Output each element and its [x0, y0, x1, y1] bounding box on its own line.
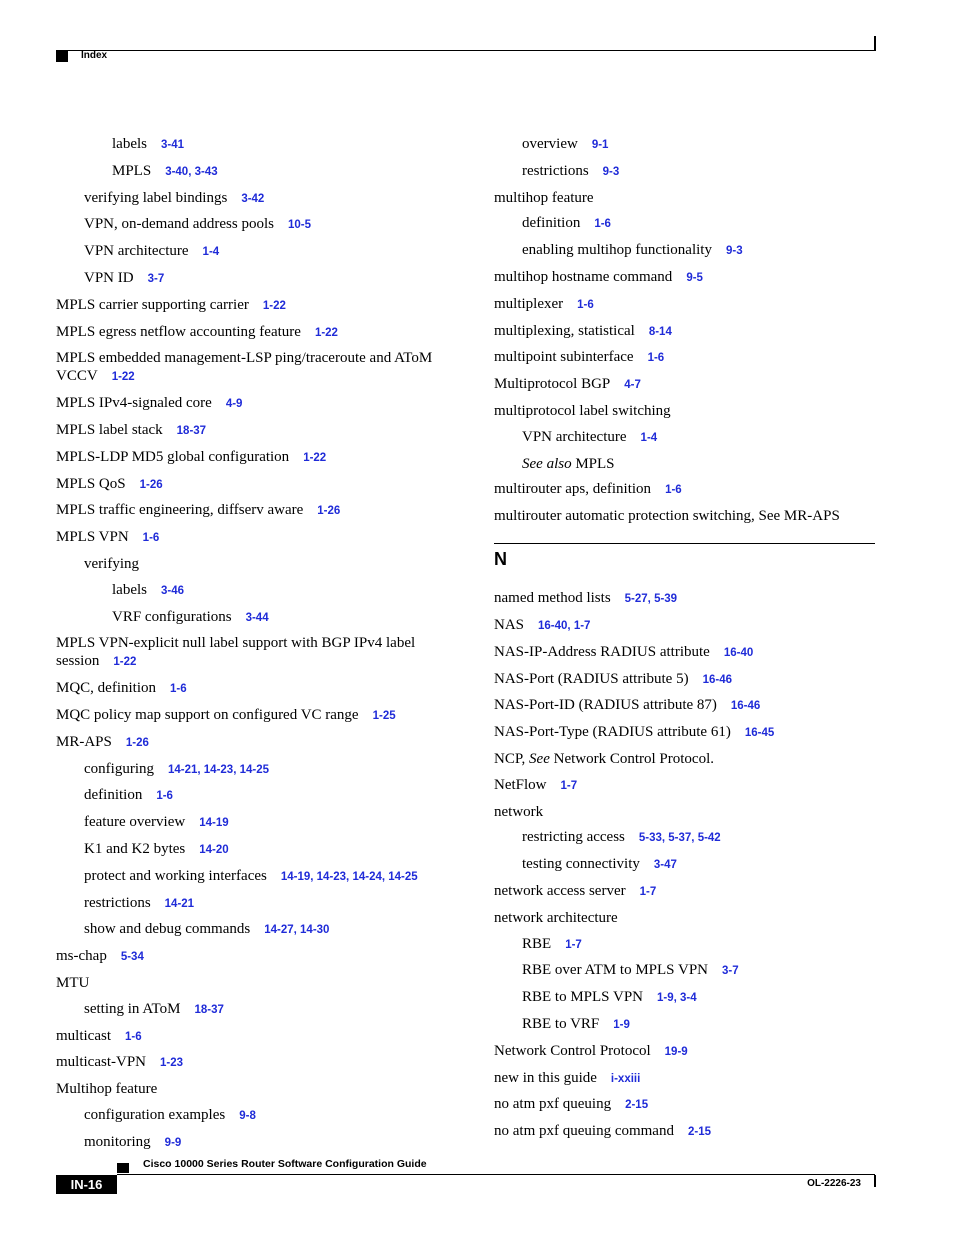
index-entry: [56, 679, 456, 698]
entry-page-link[interactable]: 18-37: [176, 424, 207, 437]
index-entry: [56, 242, 456, 261]
index-entry: [494, 589, 879, 608]
entry-page-link[interactable]: 1-22: [262, 299, 286, 312]
entry-term: Network Control Protocol: [494, 1042, 651, 1059]
header-section-label: Index: [81, 50, 108, 61]
entry-page-link[interactable]: 18-37: [194, 1003, 224, 1016]
entry-term: configuration examples: [84, 1106, 226, 1123]
index-entry: [56, 135, 456, 154]
entry-page-link[interactable]: 2-15: [687, 1126, 711, 1139]
entry-page-link[interactable]: 16-40: [723, 646, 754, 659]
index-entry: [56, 448, 456, 467]
index-entry: [494, 455, 879, 473]
index-entry: [494, 696, 879, 715]
entry-term: NAS: [494, 616, 525, 633]
entry-page-link[interactable]: 1-6: [577, 298, 594, 311]
index-entry: [494, 988, 879, 1007]
entry-term: show and debug commands: [84, 921, 251, 938]
entry-page-link[interactable]: 1-26: [139, 478, 163, 491]
entry-term: Multiprotocol BGP: [494, 376, 611, 393]
entry-page-link[interactable]: 1-7: [639, 885, 657, 898]
entry-term: MPLS-LDP MD5 global configuration: [56, 448, 290, 465]
entry-term: RBE over ATM to MPLS VPN: [522, 962, 709, 979]
entry-page-link[interactable]: 1-6: [647, 352, 665, 365]
entry-term: MPLS VPN: [56, 529, 129, 546]
entry-term: named method lists: [494, 590, 611, 607]
footer-page-number: IN-16: [56, 1175, 117, 1194]
index-entry: [56, 974, 456, 992]
index-entry: [56, 920, 456, 939]
entry-term: setting in AToM: [84, 1000, 181, 1017]
section-n-heading: N: [494, 549, 507, 570]
entry-page-link[interactable]: 16-46: [702, 673, 732, 686]
index-entry: [56, 394, 456, 413]
index-entry: [494, 776, 879, 795]
section-n-rule: [494, 543, 875, 544]
entry-page-link[interactable]: 3-42: [241, 192, 265, 205]
index-entry: [494, 935, 879, 954]
entry-page-link[interactable]: 3-44: [245, 611, 269, 624]
entry-see-reference: See: [529, 750, 550, 767]
index-entry: [494, 402, 879, 420]
entry-term: feature overview: [84, 814, 186, 831]
index-entry: [56, 581, 456, 600]
index-right-column: [494, 135, 879, 1149]
entry-term: network: [494, 803, 544, 820]
entry-term: MTU: [56, 974, 90, 991]
entry-page-link[interactable]: 1-6: [594, 218, 611, 231]
entry-see-reference: See also: [522, 455, 572, 472]
index-entry: [56, 1027, 456, 1046]
entry-term: multicast-VPN: [56, 1054, 146, 1071]
entry-page-link[interactable]: 1-26: [317, 505, 341, 518]
entry-page-link[interactable]: 3-47: [653, 859, 677, 872]
entry-page-link[interactable]: 3-7: [722, 965, 739, 978]
footer-marker: [117, 1163, 129, 1173]
index-entry: [494, 428, 879, 447]
entry-term: multihop hostname command: [494, 268, 673, 285]
entry-term: NAS-Port-Type (RADIUS attribute 61): [494, 724, 731, 741]
entry-term: verifying: [84, 555, 139, 572]
entry-term: no atm pxf queuing: [494, 1096, 612, 1113]
index-entry: [494, 214, 879, 233]
index-n-entries: [494, 589, 879, 1141]
entry-page-link[interactable]: 16-40, 1-7: [538, 619, 591, 632]
index-entry: [56, 555, 456, 573]
index-entry: [56, 1000, 456, 1019]
index-entry: [494, 855, 879, 874]
entry-page-link[interactable]: 2-15: [625, 1099, 649, 1112]
index-entry: [494, 961, 879, 980]
entry-page-link[interactable]: 14-19, 14-23, 14-24, 14-25: [280, 870, 418, 883]
entry-term: MPLS: [112, 162, 152, 179]
entry-term: verifying label bindings: [84, 189, 228, 206]
entry-term: restrictions: [522, 162, 589, 179]
entry-page-link[interactable]: 8-14: [648, 325, 672, 338]
entry-page-link[interactable]: 9-1: [591, 139, 609, 151]
entry-page-link[interactable]: 16-45: [744, 727, 775, 740]
index-entry: [56, 528, 456, 547]
index-entry: [494, 241, 879, 260]
index-entry: [56, 1053, 456, 1072]
entry-page-link[interactable]: 4-9: [225, 398, 243, 411]
entry-term: NAS-Port (RADIUS attribute 5): [494, 670, 689, 687]
entry-term: multiplexer: [494, 295, 564, 312]
entry-page-link[interactable]: 1-9, 3-4: [657, 992, 697, 1005]
entry-page-link[interactable]: 1-6: [125, 1030, 142, 1043]
entry-term: monitoring: [84, 1133, 151, 1150]
entry-page-link[interactable]: 9-5: [686, 271, 703, 284]
entry-term: Multihop feature: [56, 1081, 158, 1098]
index-entry: [56, 840, 456, 859]
entry-term: testing connectivity: [522, 856, 640, 873]
entry-term: MQC policy map support on configured VC range: [56, 706, 359, 723]
entry-page-link[interactable]: 1-6: [142, 532, 160, 545]
entry-page-link[interactable]: 3-40, 3-43: [165, 165, 218, 178]
entry-page-link[interactable]: 9-8: [239, 1109, 256, 1122]
entry-term: MPLS VPN-explicit null label support with BGP IPv4 label session: [56, 635, 416, 670]
header-marker: [56, 51, 68, 62]
index-entry: [56, 947, 456, 966]
entry-term: NAS-IP-Address RADIUS attribute: [494, 643, 710, 660]
entry-page-link[interactable]: 1-7: [565, 938, 582, 951]
entry-term: MPLS QoS: [56, 475, 126, 492]
entry-page-link[interactable]: 5-33, 5-37, 5-42: [638, 832, 721, 845]
entry-term: RBE to VRF: [522, 1015, 600, 1032]
entry-term: VPN architecture: [84, 243, 189, 260]
index-entry: [494, 803, 879, 821]
entry-page-link[interactable]: 1-7: [560, 779, 578, 792]
entry-term: NetFlow: [494, 776, 547, 793]
index-entry: [56, 894, 456, 913]
entry-term: NAS-Port-ID (RADIUS attribute 87): [494, 697, 717, 714]
entry-term: K1 and K2 bytes: [84, 840, 186, 857]
entry-term: MPLS egress netflow accounting feature: [56, 323, 301, 340]
entry-page-link[interactable]: 1-4: [640, 431, 658, 444]
index-entry: [56, 1106, 456, 1125]
entry-page-link[interactable]: 1-6: [170, 683, 187, 696]
index-entry: [494, 1095, 879, 1114]
entry-page-link[interactable]: 1-25: [372, 709, 396, 722]
entry-page-link[interactable]: 1-4: [202, 246, 220, 259]
section-n: [494, 543, 879, 570]
entry-page-link[interactable]: 1-22: [314, 326, 338, 339]
entry-page-link[interactable]: 1-6: [156, 790, 173, 803]
entry-page-link[interactable]: 3-7: [147, 272, 165, 285]
entry-page-link[interactable]: 10-5: [287, 219, 312, 232]
entry-term: Network Control Protocol.: [549, 750, 715, 767]
entry-term: MPLS traffic engineering, diffserv aware: [56, 502, 304, 519]
entry-page-link[interactable]: 1-22: [111, 371, 135, 384]
index-m-entries: [494, 135, 879, 525]
entry-page-link[interactable]: 1-6: [665, 484, 682, 497]
index-entry: [56, 608, 456, 627]
entry-page-link[interactable]: 14-21, 14-23, 14-25: [167, 763, 270, 776]
entry-term: multirouter aps, definition: [494, 481, 652, 498]
index-entry: [56, 421, 456, 440]
index-entry: [494, 670, 879, 689]
entry-page-link[interactable]: 16-46: [730, 700, 761, 713]
entry-term: restrictions: [84, 894, 151, 911]
entry-term: RBE: [522, 935, 552, 952]
index-entry: [494, 1069, 879, 1088]
entry-page-link[interactable]: 9-3: [602, 165, 620, 178]
entry-term: MPLS embedded management-LSP ping/traceroute and AToM VCCV: [56, 350, 433, 385]
index-entry: [56, 867, 456, 886]
index-entry: [56, 786, 456, 805]
entry-term: multicast: [56, 1027, 111, 1044]
entry-term: MQC, definition: [56, 680, 156, 697]
entry-term: enabling multihop functionality: [522, 242, 712, 259]
entry-page-link[interactable]: 9-9: [164, 1136, 182, 1149]
entry-page-link[interactable]: 14-19: [199, 817, 229, 830]
entry-page-link[interactable]: 1-22: [303, 451, 327, 464]
index-entry: [494, 909, 879, 927]
index-entry: [56, 349, 456, 386]
index-entry: [494, 480, 879, 499]
index-entry: [494, 375, 879, 394]
entry-term: MR-APS: [56, 733, 112, 750]
footer-guide-title: Cisco 10000 Series Router Software Configuration Guide: [143, 1158, 427, 1170]
entry-page-link[interactable]: 5-27, 5-39: [624, 593, 678, 606]
entry-term: MPLS carrier supporting carrier: [56, 296, 249, 313]
index-entry: [56, 760, 456, 779]
index-entry: [56, 323, 456, 342]
entry-term: multihop feature: [494, 189, 594, 206]
index-left-column: [56, 135, 456, 1159]
index-entry: [494, 135, 879, 154]
entry-term: restricting access: [522, 829, 625, 846]
entry-term: no atm pxf queuing command: [494, 1123, 674, 1140]
header-rule: [56, 50, 875, 51]
entry-term: multipoint subinterface: [494, 349, 634, 366]
entry-term: VPN architecture: [522, 428, 627, 445]
entry-term: labels: [112, 581, 147, 598]
index-entry: [494, 295, 879, 314]
entry-term: overview: [522, 136, 578, 152]
entry-term: configuring: [84, 760, 154, 777]
entry-page-link[interactable]: 3-41: [161, 139, 185, 151]
entry-term: MPLS: [571, 455, 615, 472]
entry-term: MPLS label stack: [56, 421, 163, 438]
index-entry: [494, 162, 879, 181]
index-entry: [56, 634, 456, 671]
index-entry: [494, 1042, 879, 1061]
entry-term: ms-chap: [56, 948, 107, 965]
entry-term: definition: [84, 787, 143, 804]
entry-page-link[interactable]: 1-22: [113, 656, 137, 669]
entry-page-link[interactable]: 4-7: [624, 379, 641, 392]
entry-term: VRF configurations: [112, 608, 232, 625]
footer-tick: [874, 1175, 876, 1187]
index-entry: [56, 733, 456, 752]
entry-prefix: NCP,: [494, 750, 530, 767]
index-entry: [56, 269, 456, 288]
entry-page-link[interactable]: 1-23: [160, 1057, 184, 1070]
index-entry: [56, 296, 456, 315]
entry-page-link[interactable]: 19-9: [664, 1045, 688, 1058]
entry-page-link[interactable]: 9-3: [725, 245, 743, 258]
index-entry: [494, 882, 879, 901]
entry-term: MPLS IPv4-signaled core: [56, 395, 212, 412]
index-entry: [494, 507, 879, 525]
index-entry: [56, 189, 456, 208]
entry-page-link[interactable]: 5-34: [120, 951, 144, 964]
entry-term: VPN, on-demand address pools: [84, 216, 274, 233]
entry-page-link[interactable]: 14-27, 14-30: [264, 924, 330, 937]
entry-page-link[interactable]: 14-20: [199, 843, 229, 856]
index-entry: [494, 1015, 879, 1034]
entry-page-link[interactable]: 14-21: [164, 897, 195, 910]
entry-term: multirouter automatic protection switching, See MR-APS: [494, 508, 840, 525]
entry-term: protect and working interfaces: [84, 867, 267, 884]
index-entry: [494, 750, 879, 768]
index-entry: [494, 643, 879, 662]
footer-rule: [117, 1174, 875, 1175]
entry-term: VPN ID: [84, 269, 134, 286]
entry-page-link[interactable]: 3-46: [161, 584, 185, 597]
entry-term: new in this guide: [494, 1069, 597, 1086]
entry-page-link[interactable]: 1-26: [125, 736, 149, 749]
entry-page-link[interactable]: 1-9: [613, 1018, 630, 1031]
index-entry: [56, 1080, 456, 1098]
index-entry: [56, 813, 456, 832]
entry-term: definition: [522, 215, 581, 232]
index-entry: [494, 1122, 879, 1141]
index-entry: [56, 1133, 456, 1152]
index-entry: [494, 322, 879, 341]
entry-page-link[interactable]: i-xxiii: [610, 1072, 641, 1085]
index-entry: [494, 723, 879, 742]
entry-term: network architecture: [494, 909, 618, 926]
entry-term: network access server: [494, 882, 626, 899]
entry-term: multiprotocol label switching: [494, 402, 671, 419]
index-entry: [56, 501, 456, 520]
index-entry: [56, 215, 456, 234]
index-entry: [494, 616, 879, 635]
entry-term: multiplexing, statistical: [494, 322, 635, 339]
entry-term: labels: [112, 136, 147, 152]
index-entry: [494, 828, 879, 847]
header-tick: [874, 36, 876, 51]
index-entry: [56, 162, 456, 181]
index-entry: [494, 348, 879, 367]
index-entry: [56, 475, 456, 494]
index-entry: [494, 268, 879, 287]
entry-term: RBE to MPLS VPN: [522, 989, 644, 1006]
index-entry: [494, 189, 879, 207]
index-entry: [56, 706, 456, 725]
footer-doc-number: OL-2226-23: [807, 1178, 861, 1189]
